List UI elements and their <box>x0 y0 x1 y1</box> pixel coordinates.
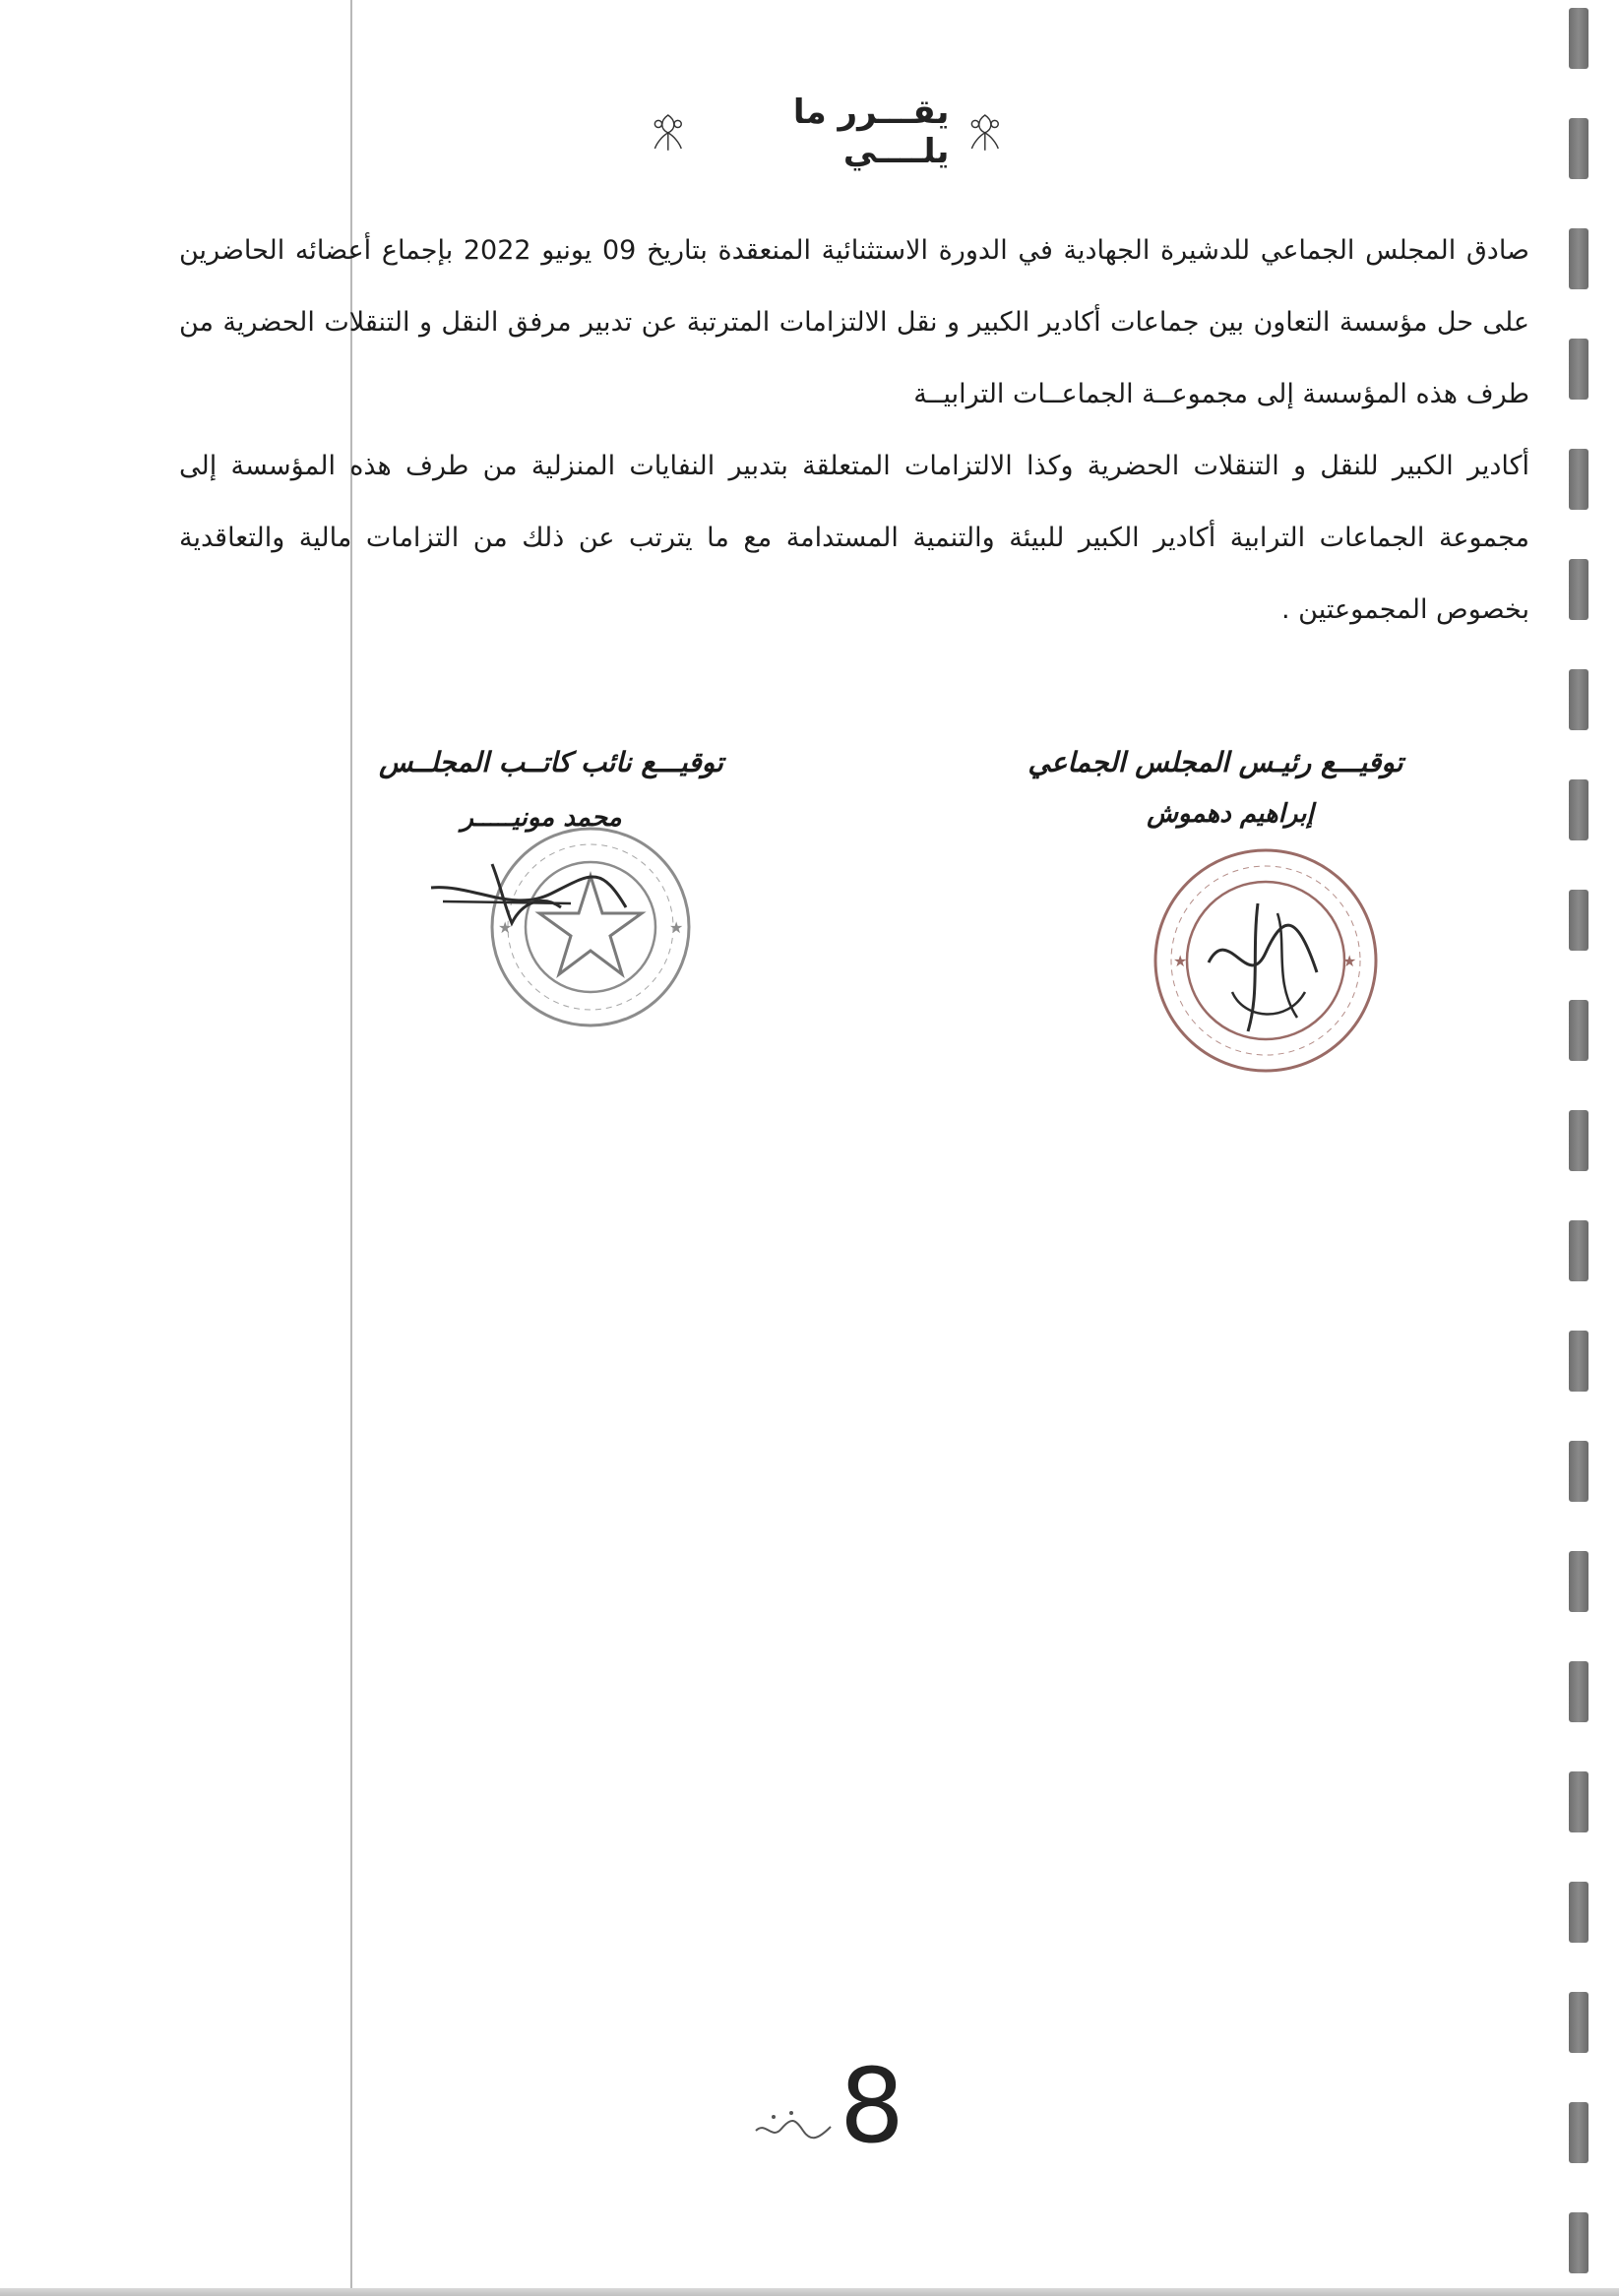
president-stamp-icon <box>1150 844 1382 1077</box>
svg-text:★: ★ <box>498 918 513 937</box>
floral-ornament-icon <box>650 109 687 155</box>
svg-text:★: ★ <box>669 918 684 937</box>
scan-edge <box>0 2288 1619 2296</box>
deputy-secretary-stamp-icon <box>423 825 709 1031</box>
decision-paragraph: صادق المجلس الجماعي للدشيرة الجهادية في الدورة الاستثنائية المنعقدة بتاريخ 09 يونيو 2022 بإجماع أعضائه الحاضرين على حل مؤسسة التعاون بين جماعات أكادير الكبير و نقل الالتزامات المترتبة عن تدبير مرفق النقل و التنقلات الحضرية من طرف هذه المؤسسة إلى مجموعــة الجماعــات الترابيــة <box>179 235 1529 409</box>
page-number: 8 <box>839 2046 905 2166</box>
svg-text:★: ★ <box>1342 952 1357 970</box>
deputy-secretary-name: محمد مونيـــــر <box>461 803 622 833</box>
decision-paragraph: أكادير الكبير للنقل و التنقلات الحضرية وكذا الالتزامات المتعلقة بتدبير النفايات المنزلية من طرف هذه المؤسسة إلى مجموعة الجماعات الترابية أكادير الكبير للبيئة والتنمية المستدامة مع ما يترتب عن ذلك من التزامات مالية والتعاقدية بخصوص المجموعتين . <box>179 451 1529 625</box>
president-signature-title: توقيـــع رئيـس المجلس الجماعي <box>1027 746 1403 778</box>
spiral-binding <box>1569 0 1590 2296</box>
floral-ornament-icon <box>966 109 1004 155</box>
decision-body <box>179 215 1529 646</box>
heading-text: يقـــرر ما يلــــي <box>792 93 950 171</box>
decision-heading <box>650 93 1004 171</box>
svg-text:★: ★ <box>1173 952 1188 970</box>
handwritten-mark-icon <box>752 2101 835 2150</box>
deputy-secretary-signature-title: توقيـــع نائب كاتــب المجلــس <box>379 746 723 778</box>
president-name: إبراهيم دهموش <box>1147 799 1314 829</box>
